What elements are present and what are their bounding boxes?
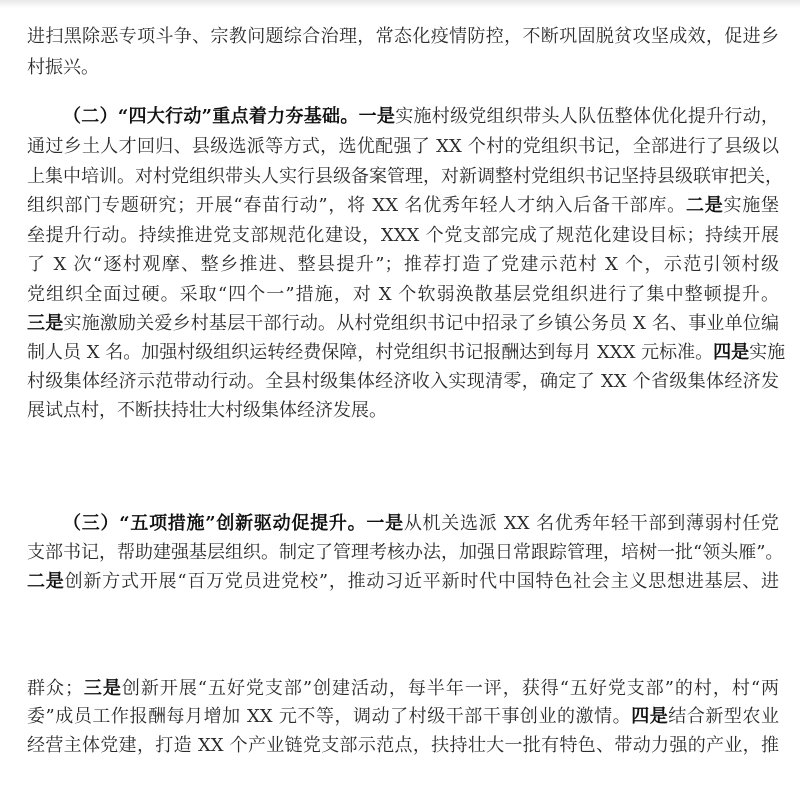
text-segment: 经营主体党建，打造 XX 个产业链党支部示范点，扶持壮大一批有特色、带动力强的产业，推 [27,735,779,756]
text-segment: 委”成员工作报酬每月增加 XX 元不等，调动了村级干部干事创业的激情。 [27,706,632,727]
text-line [27,223,779,249]
text-segment: 实施 [749,342,786,363]
text-segment: 通过乡土人才回归、县级选派等方式，选优配强了 XX 个村的党组织书记，全部进行了县级以 [27,136,779,157]
text-line [27,340,786,366]
text-line [27,540,784,566]
text-segment: 上集中培训。对村党组织带头人实行县级备案管理，对新调整村党组织书记坚持县级联审把关， [27,166,783,187]
text-segment: 党组织全面过硬。采取“四个一”措施，对 X 个软弱涣散基层党组织进行了集中整顿提升。 [27,284,779,305]
text-segment: 实施村级党组织带头人队伍整体优化提升行动， [395,106,779,127]
text-segment: 实施激励关爱乡村基层干部行动。从村党组织书记中招录了乡镇公务员 X 名、事业单位编 [63,313,780,334]
text-segment: 了 X 次“逐村观摩、整乡推进、整县提升”；推荐打造了党建示范村 X 个，示范引领村级 [27,254,779,275]
bold-keyword: 四是 [713,342,750,363]
text-segment: 进扫黑除恶专项斗争、宗教问题综合治理，常态化疫情防控，不断巩固脱贫攻坚成效，促进乡 [27,26,779,47]
text-line [27,676,779,702]
text-line [63,104,779,130]
text-segment: 结合新型农业 [668,706,780,727]
text-line [27,282,779,308]
text-line [27,252,779,278]
text-line [27,24,779,50]
text-segment: 支部书记，帮助建强基层组织。制定了管理考核办法，加强日常跟踪管理，培树一批“领头雁”。 [27,542,784,563]
bold-keyword: 四是 [631,706,669,727]
text-line [27,369,779,395]
text-line [63,511,779,537]
text-segment: 实施堡 [723,195,779,216]
text-segment: 村级集体经济示范带动行动。全县村级集体经济收入实现清零，确定了 XX 个省级集体经济发 [27,371,779,392]
text-segment: 创新开展“五好党支部”创建活动，每半年一评，获得“五好党支部”的村，村“两 [121,678,780,699]
text-segment: 垒提升行动。持续推进党支部规范化建设，XXX 个党支部完成了规范化建设目标；持续开展 [27,225,779,246]
bold-keyword: 二是 [685,195,724,216]
text-segment: 制人员 X 名。加强村级组织运转经费保障，村党组织书记报酬达到每月 XXX 元标准。 [27,342,714,363]
text-line [27,55,779,81]
text-segment: 创新方式开展“百万党员进党校”，推动习近平新时代中国特色社会主义思想进基层、进 [64,571,780,592]
text-segment: 群众； [27,678,83,699]
text-line [27,134,779,160]
cropped-previous-line [0,0,800,8]
text-line [27,398,779,424]
text-segment: 展试点村，不断扶持壮大村级集体经济发展。 [27,400,387,421]
text-line [27,704,779,730]
text-line [27,733,779,759]
text-line [27,193,779,219]
text-line [27,311,779,337]
bold-keyword: 三是 [27,313,64,334]
bold-keyword: （二）“四大行动”重点着力夯基础。一是 [63,106,396,127]
text-segment: 村振兴。 [27,57,99,78]
bold-keyword: 二是 [27,571,65,592]
bold-keyword: （三）“五项措施”创新驱动促提升。一是 [63,513,404,534]
text-line [27,164,783,190]
bold-keyword: 三是 [82,678,122,699]
text-segment: 组织部门专题研究；开展“春苗行动”，将 XX 名优秀年轻人才纳入后备干部库。 [27,195,686,216]
text-segment: 从机关选派 XX 名优秀年轻干部到薄弱村任党 [403,513,779,534]
text-line [27,569,779,595]
